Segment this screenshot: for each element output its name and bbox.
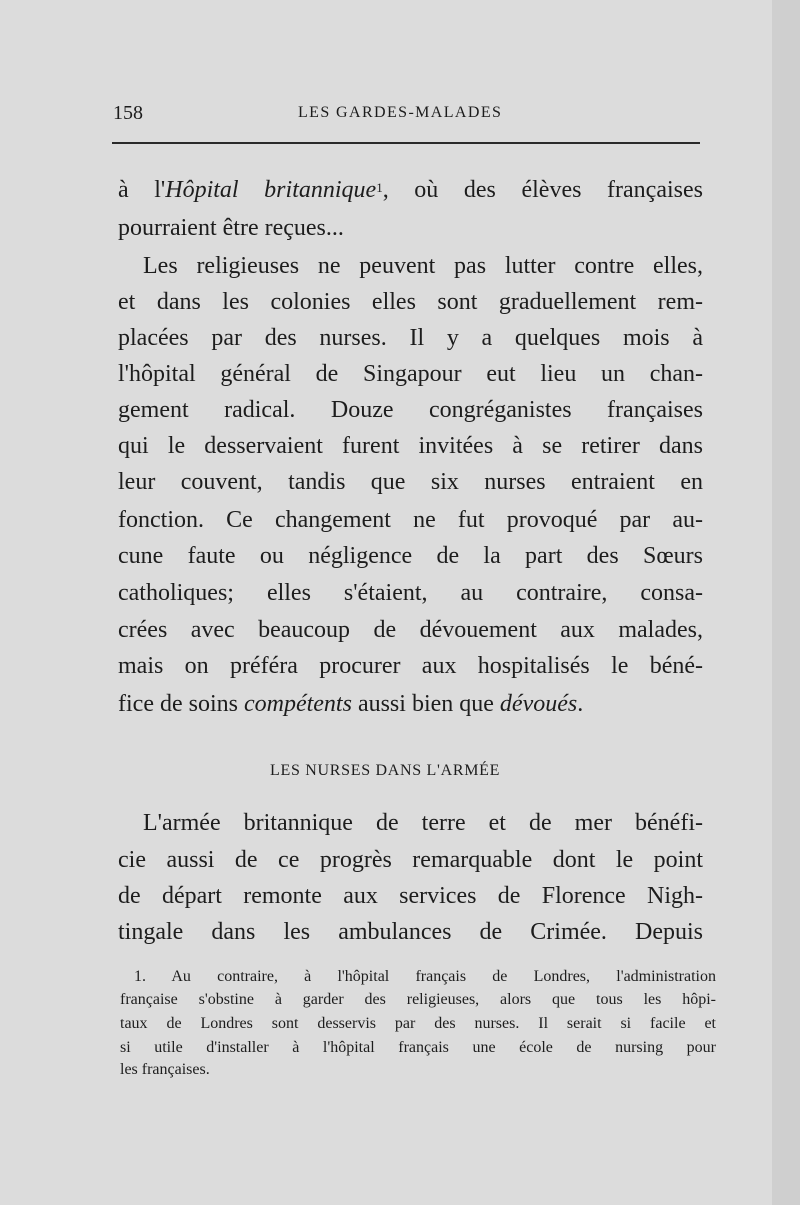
body-line: pourraient être reçues... [118, 215, 344, 241]
footnote-line: les françaises. [120, 1061, 210, 1078]
section-line: tingale dans les ambulances de Crimée. Depuis [118, 919, 703, 945]
body-line: mais on préféra procurer aux hospitalisés le béné- [118, 653, 703, 679]
section-line: de départ remonte aux services de Florence Nigh- [118, 883, 703, 909]
footnote-line: taux de Londres sont desservis par des nurses. Il serait si facile et [120, 1015, 716, 1032]
body-text-middle: aussi bien que [351, 691, 500, 717]
header-rule [112, 142, 700, 144]
body-text-suffix: , où des élèves françaises [382, 177, 703, 203]
footnote-marker: 1 [376, 180, 383, 195]
section-line: cie aussi de ce progrès remarquable dont le point [118, 847, 703, 873]
body-line: cune faute ou négligence de la part des Sœurs [118, 543, 703, 569]
italic-emphasis: dévoués [499, 691, 578, 717]
section-heading: LES NURSES DANS L'ARMÉE [270, 762, 501, 779]
running-title: LES GARDES-MALADES [298, 104, 503, 121]
body-line: crées avec beaucoup de dévouement aux malades, [118, 617, 703, 643]
body-line: l'hôpital général de Singapour eut lieu un chan- [118, 361, 703, 387]
body-text-suffix: . [577, 691, 584, 717]
body-line: placées par des nurses. Il y a quelques mois à [118, 325, 703, 351]
body-line [118, 172, 703, 208]
body-line: qui le desservaient furent invitées à se retirer dans [118, 433, 703, 459]
page-edge-shadow [772, 0, 800, 1205]
section-line: L'armée britannique de terre et de mer bénéfi- [143, 810, 703, 836]
body-line: gement radical. Douze congréganistes françaises [118, 397, 703, 423]
body-line: et dans les colonies elles sont graduellement rem- [118, 289, 703, 315]
body-line: catholiques; elles s'étaient, au contraire, consa- [118, 580, 703, 606]
body-text-prefix: fice de soins [118, 691, 244, 717]
footnote-line: 1. Au contraire, à l'hôpital français de Londres, l'administration [134, 968, 716, 985]
footnote-line: si utile d'installer à l'hôpital français une école de nursing pour [120, 1039, 716, 1056]
body-line [118, 686, 583, 722]
page-number: 158 [113, 102, 143, 124]
body-line: leur couvent, tandis que six nurses entraient en [118, 469, 703, 495]
body-line: Les religieuses ne peuvent pas lutter contre elles, [143, 253, 703, 279]
italic-emphasis: Hôpital britannique [165, 177, 377, 203]
italic-emphasis: compétents [243, 691, 352, 717]
footnote-line: française s'obstine à garder des religieuses, alors que tous les hôpi- [120, 991, 716, 1008]
body-text-prefix: à l' [118, 177, 166, 203]
body-line: fonction. Ce changement ne fut provoqué par au- [118, 507, 703, 533]
